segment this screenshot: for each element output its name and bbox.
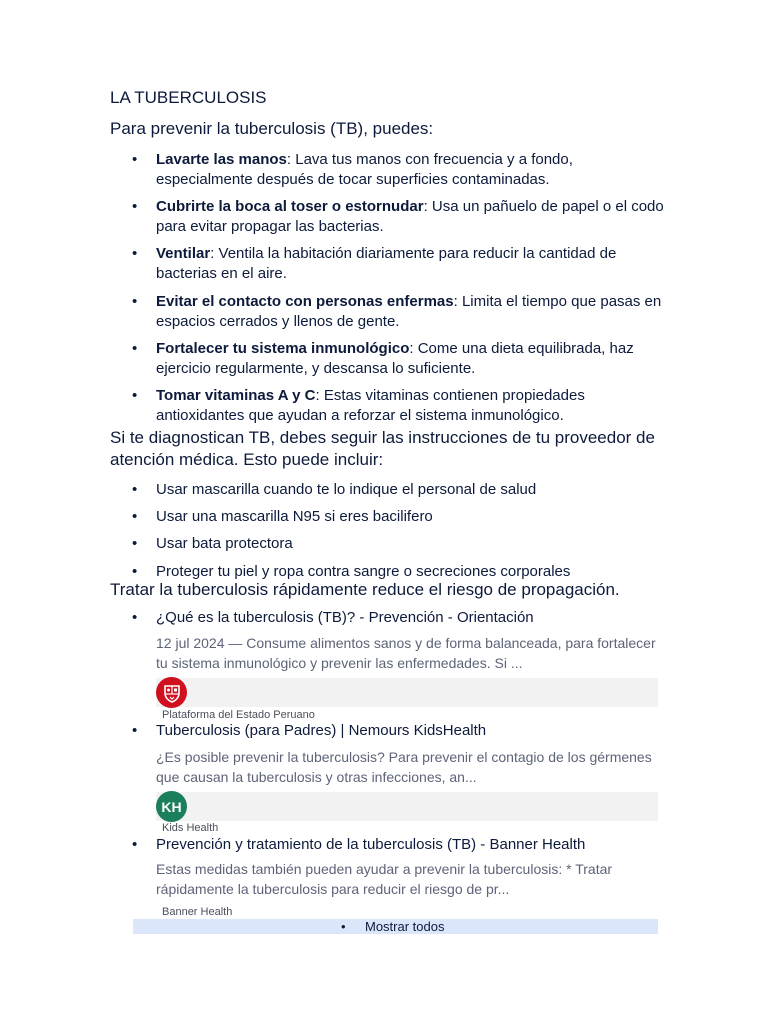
item-text: : Usa un pañuelo de papel o el codo para evitar propagar las bacterias. [156, 198, 664, 235]
list-item [156, 244, 666, 284]
peru-coat-of-arms-icon [156, 677, 187, 708]
list-item [156, 197, 666, 237]
list-item: • Usar una mascarilla N95 si eres bacilifero [156, 507, 666, 527]
show-all-button[interactable] [133, 919, 658, 934]
list-item [156, 386, 666, 426]
item-bold-label: Evitar el contacto con personas enfermas [156, 293, 454, 310]
list-item: • Usar bata protectora [156, 534, 666, 554]
item-bold-label: Fortalecer tu sistema inmunológico [156, 340, 410, 357]
result-title[interactable]: Tuberculosis (para Padres) | Nemours KidsHealth [156, 722, 487, 739]
source-name: Plataforma del Estado Peruano [162, 709, 315, 721]
prevention-intro: Para prevenir la tuberculosis (TB), puedes: [110, 119, 434, 138]
list-item [156, 292, 666, 332]
item-text: : Ventila la habitación diariamente para reducir la cantidad de bacterias en el aire. [156, 245, 617, 282]
item-text: : Limita el tiempo que pasas en espacios cerrados y llenos de gente. [156, 293, 662, 330]
item-text: : Come una dieta equilibrada, haz ejercicio regularmente, y descansa lo suficiente. [156, 340, 634, 377]
item-bold-label: Ventilar [156, 245, 211, 262]
item-bold-label: Tomar vitaminas A y C [156, 387, 316, 404]
item-bold-label: Cubrirte la boca al toser o estornudar [156, 198, 424, 215]
result-title-link[interactable] [156, 835, 666, 855]
result-title[interactable]: Prevención y tratamiento de la tuberculosis (TB) - Banner Health [156, 836, 586, 853]
coat-of-arms-emblem [161, 682, 183, 704]
document-title: LA TUBERCULOSIS [110, 88, 267, 107]
diagnosis-intro: Si te diagnostican TB, debes seguir las instrucciones de tu proveedor de atención médica. Esto puede incluir: [110, 428, 655, 469]
list-item: • Proteger tu piel y ropa contra sangre o secreciones corporales [156, 562, 666, 582]
show-all-bullet: • [341, 919, 346, 934]
item-bold-label: Lavarte las manos [156, 151, 287, 168]
source-name: Banner Health [162, 906, 233, 918]
item-text: : Lava tus manos con frecuencia y a fondo, especialmente después de tocar superficies contaminadas. [156, 151, 573, 188]
list-item [156, 150, 666, 190]
result-title[interactable]: ¿Qué es la tuberculosis (TB)? - Prevención - Orientación [156, 609, 534, 626]
source-bar[interactable] [156, 678, 658, 707]
result-title-link[interactable] [156, 608, 666, 628]
result-snippet: ¿Es posible prevenir la tuberculosis? Para prevenir el contagio de los gérmenes que causan la tuberculosis y otras infecciones, an... [156, 749, 652, 785]
treatment-note: Tratar la tuberculosis rápidamente reduce el riesgo de propagación. [110, 580, 620, 599]
show-all-label[interactable]: Mostrar todos [365, 919, 445, 934]
result-snippet: 12 jul 2024 — Consume alimentos sanos y de forma balanceada, para fortalecer tu sistema inmunológico y prevenir las enfermedades. Si ... [156, 635, 656, 671]
result-snippet: Estas medidas también pueden ayudar a prevenir la tuberculosis: * Tratar rápidamente la tuberculosis para reducir el riesgo de pr... [156, 861, 613, 897]
source-bar[interactable] [156, 792, 658, 821]
icon-text: KH [161, 798, 182, 815]
list-item: • Usar mascarilla cuando te lo indique el personal de salud [156, 480, 666, 500]
kidshealth-logo-icon [156, 791, 187, 822]
source-name: Kids Health [162, 822, 219, 834]
result-title-link[interactable] [156, 721, 666, 741]
list-item [156, 339, 666, 379]
item-text: : Estas vitaminas contienen propiedades antioxidantes que ayudan a reforzar el sistema inmunológico. [156, 387, 585, 424]
